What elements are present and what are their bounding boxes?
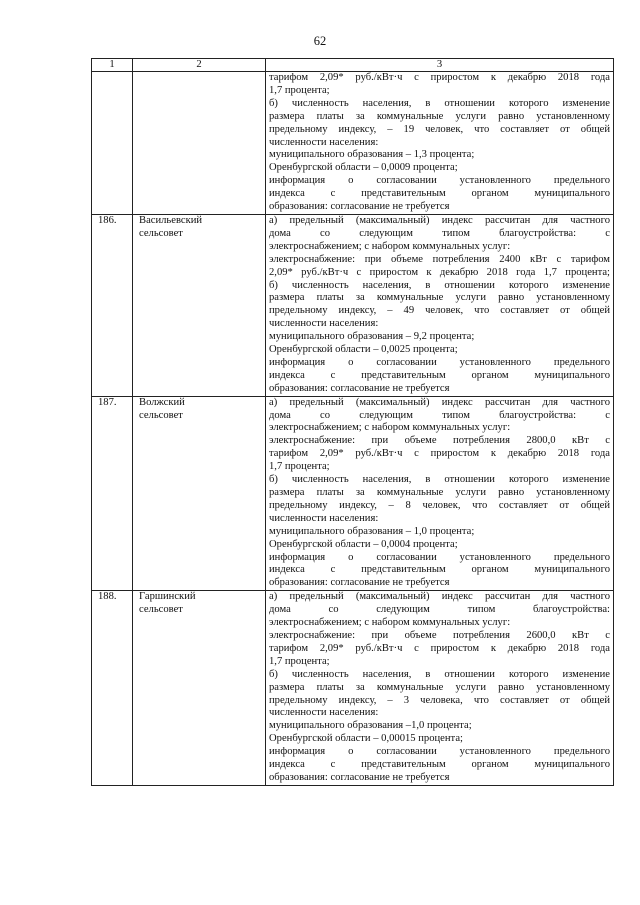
description-line: электроснабжение: при объеме потребления 2400 кВт с тарифом (269, 253, 610, 265)
description-line: электроснабжением; с набором коммунальных услуг: (269, 422, 511, 434)
description-line: 1,7 процента; (269, 84, 330, 96)
row-number: 187. (92, 396, 133, 591)
description-line: тарифом 2,09* руб./кВт·ч с приростом к декабрю 2018 года (269, 642, 610, 654)
description-line: Оренбургской области – 0,0009 процента; (269, 162, 458, 174)
description-line: предельному индексу, – 8 человек, что составляет от общей (269, 499, 610, 511)
description-line: индекса с представительным органом муниципального (269, 759, 610, 771)
index-description (266, 72, 614, 215)
row-number: 188. (92, 591, 133, 786)
settlement-name-line: сельсовет (139, 604, 183, 616)
settlement-name-line: Васильевский (139, 214, 203, 226)
description-line: информация о согласовании установленного предельного (269, 746, 610, 758)
tariff-index-table (91, 58, 614, 786)
description-line: размера платы за коммунальные услуги равно установленному (269, 681, 610, 693)
description-line: Оренбургской области – 0,0004 процента; (269, 538, 458, 550)
description-line: тарифом 2,09* руб./кВт·ч с приростом к декабрю 2018 года (269, 448, 610, 460)
description-line: предельному индексу, – 19 человек, что составляет от общей (269, 123, 610, 135)
description-line: размера платы за коммунальные услуги равно установленному (269, 110, 610, 122)
index-description (266, 214, 614, 396)
description-line: образования: согласование не требуется (269, 382, 450, 394)
description-line: размера платы за коммунальные услуги равно установленному (269, 487, 610, 498)
settlement-name-line: Волжский (139, 396, 185, 408)
description-line: численности населения: (269, 318, 379, 330)
description-line: электроснабжением; с набором коммунальных услуг: (269, 240, 511, 252)
description-line: а) предельный (максимальный) индекс рассчитан для частного (269, 396, 610, 408)
page-number: 62 (313, 34, 327, 48)
header-col-2: 2 (133, 59, 266, 72)
description-line: Оренбургской области – 0,00015 процента; (269, 733, 463, 745)
description-line: размера платы за коммунальные услуги равно установленному (269, 292, 610, 304)
description-line: электроснабжением; с набором коммунальных услуг: (269, 617, 511, 629)
settlement-name (133, 214, 266, 396)
description-line: 1,7 процента; (269, 655, 330, 667)
settlement-name-line: сельсовет (139, 227, 183, 239)
description-line: муниципального образования – 9,2 процента; (269, 331, 475, 343)
description-line: электроснабжение: при объеме потребления 2800,0 кВт с (269, 435, 610, 447)
description-line: дома со следующим типом благоустройства: с (269, 409, 610, 421)
settlement-name (133, 72, 266, 215)
settlement-name-line: сельсовет (139, 409, 183, 421)
description-line: муниципального образования –1,0 процента; (269, 720, 472, 732)
description-line: а) предельный (максимальный) индекс рассчитан для частного (269, 214, 610, 226)
description-line: предельному индексу, – 3 человека, что составляет от общей (269, 694, 610, 706)
header-col-3: 3 (266, 59, 614, 72)
description-line: информация о согласовании установленного предельного (269, 356, 610, 368)
settlement-name (133, 396, 266, 591)
description-line: численности населения: (269, 512, 379, 524)
header-col-1: 1 (92, 59, 133, 72)
description-line: а) предельный (максимальный) индекс рассчитан для частного (269, 591, 610, 603)
description-line: б) численность населения, в отношении которого изменение (269, 668, 610, 680)
description-line: численности населения: (269, 136, 379, 148)
table-row (92, 214, 614, 396)
table-row (92, 591, 614, 786)
index-description (266, 396, 614, 591)
description-line: б) численность населения, в отношении которого изменение (269, 474, 610, 486)
description-line: образования: согласование не требуется (269, 201, 450, 213)
description-line: муниципального образования – 1,0 процента; (269, 525, 475, 537)
description-line: тарифом 2,09* руб./кВт·ч с приростом к декабрю 2018 года (269, 72, 610, 83)
row-number (92, 72, 133, 215)
description-line: численности населения: (269, 707, 379, 719)
description-line: индекса с представительным органом муниципального (269, 369, 610, 381)
description-line: дома со следующим типом благоустройства: (269, 604, 610, 616)
description-line: 2,09* руб./кВт·ч с приростом к декабрю 2018 года 1,7 процента; (269, 266, 610, 278)
description-line: информация о согласовании установленного предельного (269, 551, 610, 563)
description-line: образования: согласование не требуется (269, 771, 450, 783)
description-line: образования: согласование не требуется (269, 577, 450, 589)
table-row (92, 396, 614, 591)
description-line: индекса с представительным органом муниципального (269, 188, 610, 200)
header-row (92, 59, 614, 72)
description-line: б) численность населения, в отношении которого изменение (269, 279, 610, 291)
description-line: Оренбургской области – 0,0025 процента; (269, 344, 458, 356)
description-line: 1,7 процента; (269, 461, 330, 473)
settlement-name-line: Гаршинский (139, 591, 196, 603)
description-line: муниципального образования – 1,3 процента; (269, 149, 475, 161)
description-line: индекса с представительным органом муниципального (269, 564, 610, 576)
table-body (92, 59, 614, 786)
description-line: информация о согласовании установленного предельного (269, 175, 610, 187)
settlement-name (133, 591, 266, 786)
row-number: 186. (92, 214, 133, 396)
index-description (266, 591, 614, 786)
table-row (92, 72, 614, 215)
description-line: электроснабжение: при объеме потребления 2600,0 кВт с (269, 629, 610, 641)
description-line: предельному индексу, – 49 человек, что составляет от общей (269, 305, 610, 317)
description-line: б) численность населения, в отношении которого изменение (269, 97, 610, 109)
description-line: дома со следующим типом благоустройства: с (269, 227, 610, 239)
